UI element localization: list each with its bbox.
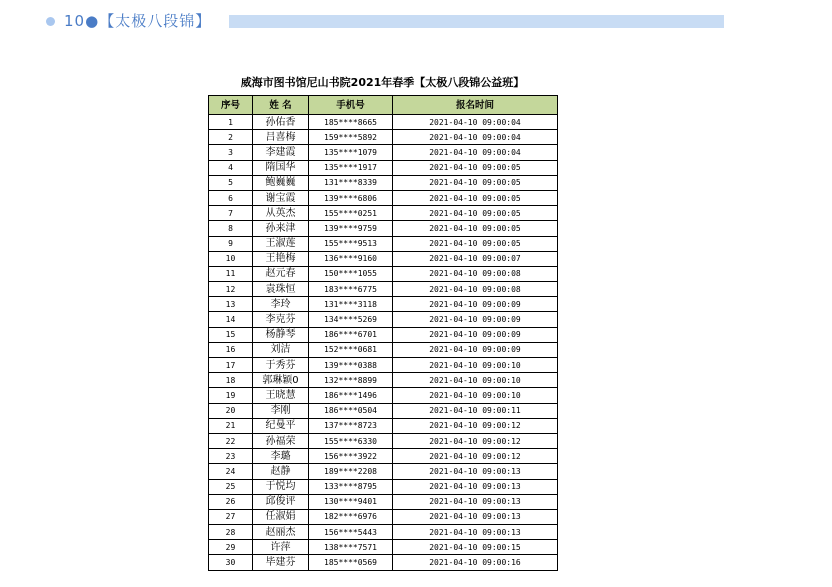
cell-phone: 189****2208 — [309, 464, 393, 479]
cell-signup-time: 2021-04-10 09:00:05 — [393, 190, 558, 205]
cell-phone: 131****8339 — [309, 175, 393, 190]
table-row — [209, 297, 558, 312]
cell-number: 24 — [209, 464, 253, 479]
cell-name: 王晓慧 — [253, 388, 309, 403]
cell-name: 李克芬 — [253, 312, 309, 327]
cell-phone: 155****9513 — [309, 236, 393, 251]
cell-number: 17 — [209, 358, 253, 373]
cell-number: 11 — [209, 266, 253, 281]
cell-name: 毕建芬 — [253, 555, 309, 570]
cell-phone: 134****5269 — [309, 312, 393, 327]
column-header-number: 序号 — [209, 96, 253, 115]
cell-signup-time: 2021-04-10 09:00:05 — [393, 236, 558, 251]
table-row — [209, 130, 558, 145]
cell-number: 25 — [209, 479, 253, 494]
cell-number: 3 — [209, 145, 253, 160]
cell-number: 5 — [209, 175, 253, 190]
table-row — [209, 236, 558, 251]
cell-signup-time: 2021-04-10 09:00:07 — [393, 251, 558, 266]
cell-signup-time: 2021-04-10 09:00:13 — [393, 525, 558, 540]
cell-signup-time: 2021-04-10 09:00:12 — [393, 433, 558, 448]
cell-name: 刘洁 — [253, 342, 309, 357]
cell-name: 吕喜梅 — [253, 130, 309, 145]
cell-phone: 136****9160 — [309, 251, 393, 266]
cell-signup-time: 2021-04-10 09:00:05 — [393, 206, 558, 221]
cell-number: 29 — [209, 540, 253, 555]
table-row — [209, 494, 558, 509]
cell-number: 1 — [209, 115, 253, 130]
table-row — [209, 266, 558, 281]
cell-signup-time: 2021-04-10 09:00:16 — [393, 555, 558, 570]
cell-signup-time: 2021-04-10 09:00:04 — [393, 115, 558, 130]
table-row — [209, 418, 558, 433]
cell-phone: 182****6976 — [309, 509, 393, 524]
cell-signup-time: 2021-04-10 09:00:09 — [393, 327, 558, 342]
cell-name: 于秀芬 — [253, 358, 309, 373]
cell-name: 李璐 — [253, 449, 309, 464]
cell-name: 孙福荣 — [253, 433, 309, 448]
table-row — [209, 282, 558, 297]
cell-name: 孙来津 — [253, 221, 309, 236]
table-row — [209, 145, 558, 160]
cell-number: 21 — [209, 418, 253, 433]
cell-phone: 135****1079 — [309, 145, 393, 160]
cell-phone: 150****1055 — [309, 266, 393, 281]
cell-phone: 186****1496 — [309, 388, 393, 403]
table-row — [209, 190, 558, 205]
table-row — [209, 160, 558, 175]
cell-signup-time: 2021-04-10 09:00:15 — [393, 540, 558, 555]
cell-signup-time: 2021-04-10 09:00:13 — [393, 509, 558, 524]
table-row — [209, 479, 558, 494]
table-header-row — [209, 96, 558, 115]
table-row — [209, 175, 558, 190]
cell-name: 从英杰 — [253, 206, 309, 221]
cell-number: 9 — [209, 236, 253, 251]
table-row — [209, 433, 558, 448]
cell-phone: 155****0251 — [309, 206, 393, 221]
cell-name: 谢宝霞 — [253, 190, 309, 205]
cell-signup-time: 2021-04-10 09:00:04 — [393, 130, 558, 145]
table-row — [209, 464, 558, 479]
cell-phone: 135****1917 — [309, 160, 393, 175]
column-header-signup-time: 报名时间 — [393, 96, 558, 115]
cell-number: 15 — [209, 327, 253, 342]
cell-phone: 139****9759 — [309, 221, 393, 236]
cell-phone: 186****0504 — [309, 403, 393, 418]
table-row — [209, 540, 558, 555]
cell-phone: 137****8723 — [309, 418, 393, 433]
cell-number: 2 — [209, 130, 253, 145]
cell-name: 许萍 — [253, 540, 309, 555]
cell-phone: 185****8665 — [309, 115, 393, 130]
cell-phone: 132****8899 — [309, 373, 393, 388]
table-row — [209, 312, 558, 327]
registration-table — [208, 95, 558, 571]
cell-number: 14 — [209, 312, 253, 327]
cell-name: 鲍巍巍 — [253, 175, 309, 190]
cell-number: 30 — [209, 555, 253, 570]
cell-phone: 131****3118 — [309, 297, 393, 312]
cell-number: 19 — [209, 388, 253, 403]
section-number: 10 — [64, 12, 86, 30]
section-bullet-dot — [46, 17, 55, 26]
table-row — [209, 449, 558, 464]
cell-name: 邱俊评 — [253, 494, 309, 509]
cell-signup-time: 2021-04-10 09:00:08 — [393, 266, 558, 281]
section-title: 【太极八段锦】 — [99, 12, 212, 30]
table-title: 威海市图书馆尼山书院2021年春季【太极八段锦公益班】 — [240, 76, 525, 89]
cell-phone: 156****3922 — [309, 449, 393, 464]
table-row — [209, 373, 558, 388]
table-row — [209, 358, 558, 373]
cell-phone: 155****6330 — [309, 433, 393, 448]
table-row — [209, 555, 558, 570]
cell-phone: 186****6701 — [309, 327, 393, 342]
cell-number: 10 — [209, 251, 253, 266]
cell-name: 袁珠恒 — [253, 282, 309, 297]
cell-signup-time: 2021-04-10 09:00:12 — [393, 418, 558, 433]
cell-number: 22 — [209, 433, 253, 448]
cell-signup-time: 2021-04-10 09:00:09 — [393, 342, 558, 357]
column-header-name: 姓 名 — [253, 96, 309, 115]
cell-phone: 133****8795 — [309, 479, 393, 494]
cell-name: 赵丽杰 — [253, 525, 309, 540]
table-header — [209, 96, 558, 115]
table-row — [209, 327, 558, 342]
cell-name: 李刚 — [253, 403, 309, 418]
table-row — [209, 388, 558, 403]
cell-name: 王艳梅 — [253, 251, 309, 266]
cell-phone: 183****6775 — [309, 282, 393, 297]
cell-name: 任淑娟 — [253, 509, 309, 524]
cell-signup-time: 2021-04-10 09:00:05 — [393, 221, 558, 236]
cell-number: 12 — [209, 282, 253, 297]
cell-name: 赵静 — [253, 464, 309, 479]
table-row — [209, 115, 558, 130]
cell-signup-time: 2021-04-10 09:00:05 — [393, 175, 558, 190]
cell-name: 王淑莲 — [253, 236, 309, 251]
cell-signup-time: 2021-04-10 09:00:09 — [393, 297, 558, 312]
cell-phone: 139****0388 — [309, 358, 393, 373]
cell-number: 26 — [209, 494, 253, 509]
cell-name: 赵元春 — [253, 266, 309, 281]
cell-signup-time: 2021-04-10 09:00:13 — [393, 494, 558, 509]
cell-number: 23 — [209, 449, 253, 464]
cell-signup-time: 2021-04-10 09:00:09 — [393, 312, 558, 327]
cell-signup-time: 2021-04-10 09:00:12 — [393, 449, 558, 464]
cell-signup-time: 2021-04-10 09:00:13 — [393, 464, 558, 479]
cell-name: 李建霞 — [253, 145, 309, 160]
column-header-phone: 手机号 — [309, 96, 393, 115]
table-row — [209, 206, 558, 221]
cell-number: 4 — [209, 160, 253, 175]
section-heading — [64, 11, 211, 31]
cell-signup-time: 2021-04-10 09:00:10 — [393, 358, 558, 373]
table-row — [209, 221, 558, 236]
cell-number: 6 — [209, 190, 253, 205]
cell-phone: 156****5443 — [309, 525, 393, 540]
cell-phone: 138****7571 — [309, 540, 393, 555]
cell-phone: 130****9401 — [309, 494, 393, 509]
cell-signup-time: 2021-04-10 09:00:05 — [393, 160, 558, 175]
table-row — [209, 342, 558, 357]
cell-name: 郭琳颖0 — [253, 373, 309, 388]
cell-number: 7 — [209, 206, 253, 221]
cell-number: 27 — [209, 509, 253, 524]
cell-signup-time: 2021-04-10 09:00:04 — [393, 145, 558, 160]
cell-number: 28 — [209, 525, 253, 540]
cell-signup-time: 2021-04-10 09:00:13 — [393, 479, 558, 494]
cell-number: 18 — [209, 373, 253, 388]
cell-phone: 139****6806 — [309, 190, 393, 205]
cell-name: 隋国华 — [253, 160, 309, 175]
table-row — [209, 509, 558, 524]
table-row — [209, 525, 558, 540]
cell-name: 纪曼平 — [253, 418, 309, 433]
cell-phone: 159****5892 — [309, 130, 393, 145]
cell-number: 16 — [209, 342, 253, 357]
cell-name: 孙佑香 — [253, 115, 309, 130]
section-heading-bar — [229, 15, 724, 28]
table-row — [209, 403, 558, 418]
table-body — [209, 115, 558, 571]
section-marker: ● — [85, 12, 100, 30]
cell-signup-time: 2021-04-10 09:00:08 — [393, 282, 558, 297]
cell-phone: 185****0569 — [309, 555, 393, 570]
cell-signup-time: 2021-04-10 09:00:10 — [393, 373, 558, 388]
cell-name: 于悦均 — [253, 479, 309, 494]
cell-signup-time: 2021-04-10 09:00:10 — [393, 388, 558, 403]
cell-phone: 152****0681 — [309, 342, 393, 357]
cell-number: 13 — [209, 297, 253, 312]
cell-name: 杨静琴 — [253, 327, 309, 342]
cell-number: 20 — [209, 403, 253, 418]
cell-number: 8 — [209, 221, 253, 236]
cell-name: 李玲 — [253, 297, 309, 312]
cell-signup-time: 2021-04-10 09:00:11 — [393, 403, 558, 418]
table-row — [209, 251, 558, 266]
